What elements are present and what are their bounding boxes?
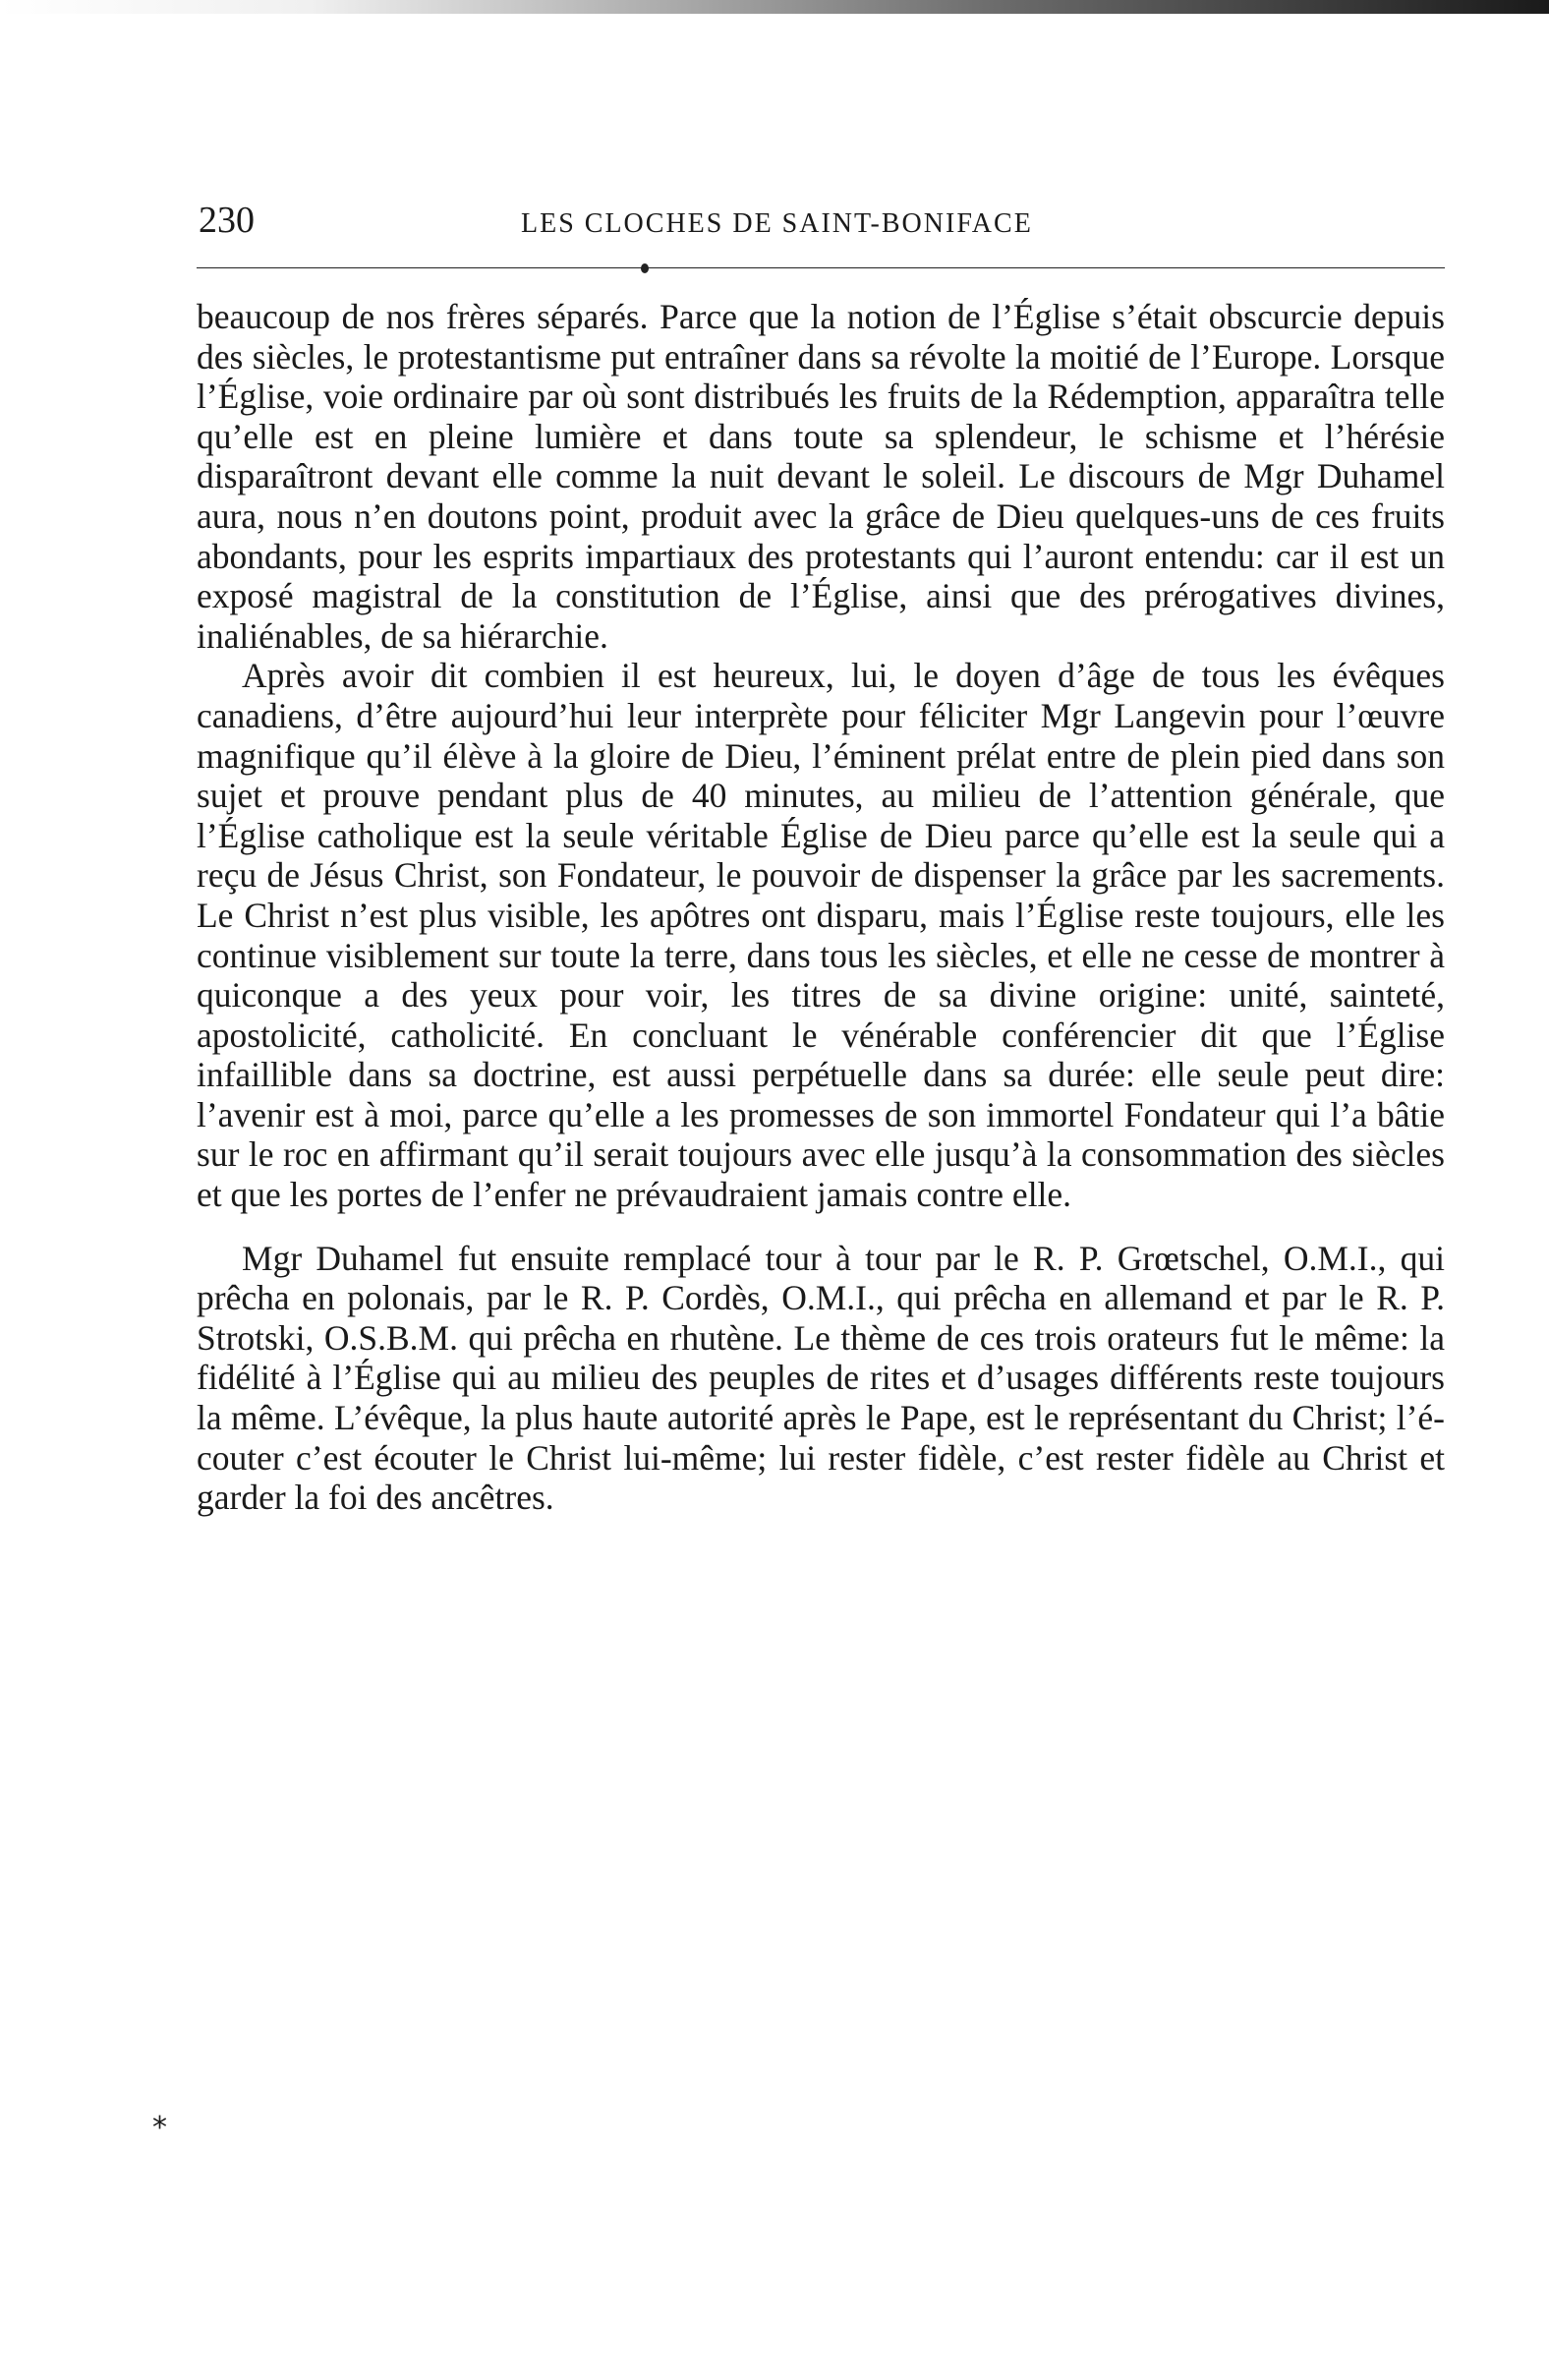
page-number: 230 (199, 200, 255, 241)
running-title: LES CLOCHES DE SAINT-BONIFACE (521, 208, 1033, 239)
header-rule-line (197, 267, 1445, 268)
header-rule-ornament (641, 263, 649, 273)
paragraph-3: Mgr Duhamel fut ensuite remplacé tour à tour par le R. P. Grœtschel, O.M.I., qui prêcha en polonais, par le R. P. Cordès, O.M.I., qui prêcha en allemand et par le R. P. Strotski, O.S.B.M. qui prêcha en rhutène. Le thème de ces trois orateurs fut le même: la fidélité à l’Église qui au milieu des peuples de rites et d’usages différents reste toujours la même. L’évêque, la plus haute autorité après le Pape, est le représentant du Christ; l’écouter c’est écouter le Christ lui-même; lui rester fidèle, c’est rester fidèle au Christ et garder la foi des ancêtres. (197, 1238, 1445, 1518)
paragraph-1: beaucoup de nos frères séparés. Parce que la notion de l’Église s’était obscurcie depuis des siècles, le protestantisme put entraîner dans sa révolte la moitié de l’Europe. Lorsque l’Église, voie ordinaire par où sont distribués les fruits de la Rédemption, apparaîtra telle qu’elle est en pleine lumière et dans toute sa splendeur, le schisme et l’hérésie disparaîtront devant elle comme la nuit devant le soleil. Le discours de Mgr Duhamel aura, nous n’en doutons point, produit avec la grâce de Dieu quelques-uns de ces fruits abondants, pour les esprits impartiaux des protestants qui l’auront entendu: car il est un exposé magistral de la constitution de l’Église, ainsi que des prérogatives divines, inaliénables, de sa hiérarchie. (197, 297, 1445, 656)
header-rule (197, 261, 1445, 275)
scan-edge (0, 0, 1549, 14)
paragraph-2: Après avoir dit combien il est heureux, lui, le doyen d’âge de tous les évêques canadiens, d’être aujourd’hui leur interprète pour féliciter Mgr Langevin pour l’œuvre magnifique qu’il élève à la gloire de Dieu, l’éminent prélat entre de plein pied dans son sujet et prouve pendant plus de 40 minutes, au milieu de l’attention générale, que l’Église catholique est la seule véritable Église de Dieu parce qu’elle est la seule qui a reçu de Jésus Christ, son Fondateur, le pouvoir de dispenser la grâce par les sacrements. Le Christ n’est plus visible, les apôtres ont disparu, mais l’Église reste toujours, elle les continue visiblement sur toute la terre, dans tous les siècles, et elle ne cesse de montrer à quiconque a des yeux pour voir, les titres de sa divine origine: unité, sainteté, apostolicité, catholicité. En concluant le vénérable conférencier dit que l’Église infaillible dans sa doctrine, est aussi perpétuelle dans sa durée: elle seule peut dire: l’avenir est à moi, parce qu’elle a les promesses de son immortel Fondateur qui l’a bâtie sur le roc en affirmant qu’il serait toujours avec elle jusqu’à la consommation des siècles et que les portes de l’enfer ne prévaudraient jamais contre elle. (197, 656, 1445, 1215)
book-page (197, 187, 1445, 1518)
running-head (197, 187, 1445, 256)
margin-mark: * (152, 2111, 167, 2145)
